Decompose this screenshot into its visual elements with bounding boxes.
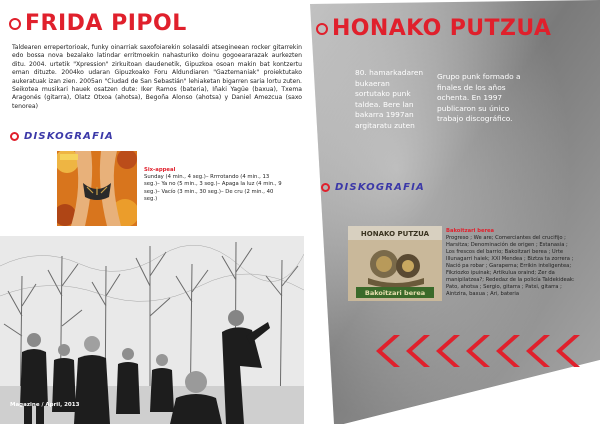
album-tracklist: Progreso ; We are; Comerciantes del crucifijo ; Harsitza; Denominación de origen ; Estanasia ; Los frescos del barrio; Bakoitzari berea ; Urte Illunagarri haiek; XXI Mendea ; Biztza ta zorrera ; Nació pa robar ; Garaperna; Errikin inteligentea; Fikziozko ipuinak; Artikulua oraind; Zer da manipilatzea?; Rededaz de la policía xyxy=(446,235,574,283)
right-page xyxy=(304,0,600,424)
ring-bullet-icon xyxy=(316,23,328,35)
discography-header-left xyxy=(10,131,114,142)
discography-label: DISKOGRAFIA xyxy=(335,182,425,193)
album-title: Six-appeal xyxy=(144,167,176,173)
album-tracklist: Sunday (4 min., 4 seg.)– Rrrrotando (4 min., 13 seg.)– Ya no (5 min., 3 seg.)– Apaga la luz (4 min., 9 seg.)– Vacío (3 min., 30 seg.)– De cru (2 min., 40 seg.) xyxy=(144,174,282,202)
album-info-bakoitzari-berea xyxy=(446,228,576,298)
band-photo xyxy=(0,236,304,424)
ring-bullet-icon xyxy=(321,183,330,192)
discography-label: DISKOGRAFIA xyxy=(24,131,114,142)
basque-description: 80. hamarkadaren bukaeran sortutako punk taldea. Bere lan bakarra 1997an argitaratu zuten xyxy=(355,68,424,130)
album-cover-six-appeal-art xyxy=(57,151,137,226)
page-title-frida-pipol: FRIDA PIPOL xyxy=(25,11,187,36)
page-title-honako-putzua: HONAKO PUTZUA xyxy=(332,16,552,41)
album-credits: Taldekideak: Pato, ahotsa ; Sergio, gitarra ; Patxi, gitarra ; Aintzira, baxua ; Ari, bateria xyxy=(446,277,575,297)
album-cover-top-text: HONAKO PUTZUA xyxy=(360,230,430,238)
album-cover-six-appeal xyxy=(57,151,137,226)
album-cover-bakoitzari-berea xyxy=(348,226,442,301)
album-cover-bottom-text: Bakoitzari berea xyxy=(364,289,426,297)
discography-header-right xyxy=(321,182,425,193)
page-footer: Magazine / April, 2013 xyxy=(10,402,80,408)
album-info-six-appeal xyxy=(144,167,284,203)
chevron-left-icon xyxy=(550,331,590,371)
right-title-row xyxy=(316,17,551,41)
album-cover-bakoitzari-berea-art xyxy=(348,226,442,301)
left-title-row xyxy=(9,12,187,36)
ring-bullet-icon xyxy=(10,132,19,141)
spanish-description: Grupo punk formado a finales de los años ochenta. En 1997 publicaron su único trabajo discográfico. xyxy=(437,72,521,124)
ring-bullet-icon xyxy=(9,18,21,30)
album-title: Bakoitzari berea xyxy=(446,228,495,234)
band-intro-text: Taldearen errepertorioak, funky oinarriak saxofoiarekin solasaldi atsegineean rocker gitarrekin edo bossa nova bezalako latindar erritmoekin nahasturiko doinu gogoeararazak aurkezten ditu. 2004. urtetik "Xpression" zirkuitoan daudenetik, Gipuzkoa osoan makin bat kontzertu eman dituzte. 2004ko udaran Gipuzkoako Foru Aldundiaren "Gaztemaniak" proiektutako aukeratuak izan zien. 2005an "Ciudad de San Sebastián" lehiaketan bigarren saria lortu zuten. Seikotea musikari hauek osatzen dute: Iker Ramos (bateria), Iñaki Yagüe (baxua), Txema Aragonés (gitarra), Olatz Otxoa (ahotsa), Begoña Alonso (ahotsa) y Daniel Amezcua (saxo tenorea) xyxy=(12,44,302,110)
band-photo-art xyxy=(0,236,304,424)
